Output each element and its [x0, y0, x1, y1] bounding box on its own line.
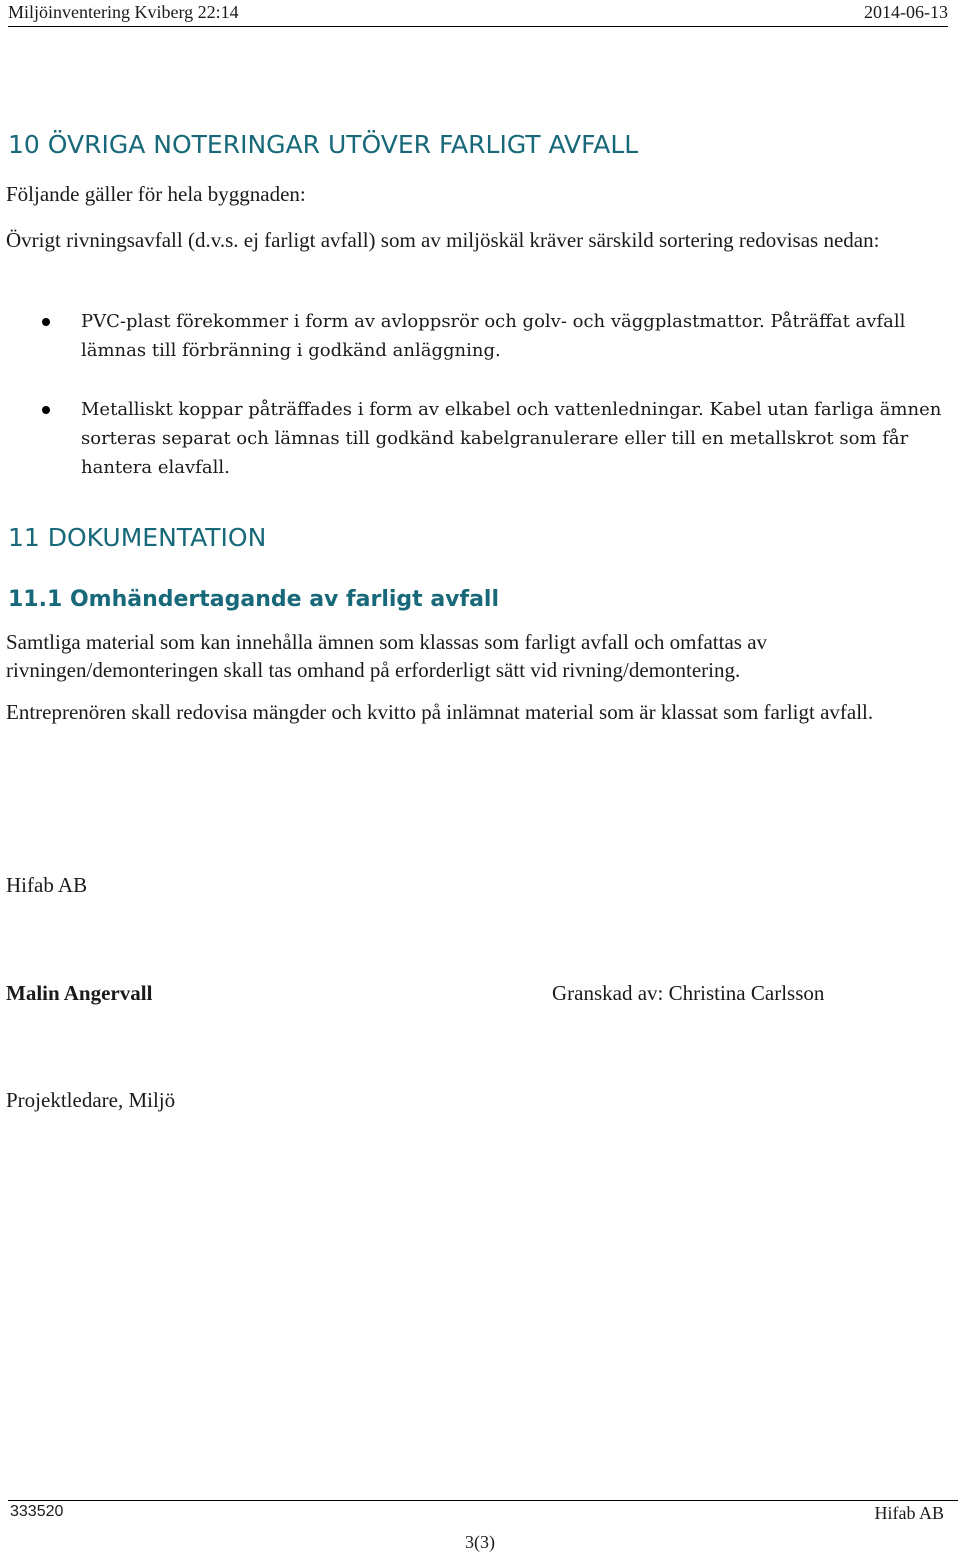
footer-project-number: 333520	[10, 1503, 64, 1520]
section-10-paragraph: Övrigt rivningsavfall (d.v.s. ej farligt avfall) som av miljöskäl kräver särskild sortering redovisas nedan:	[6, 228, 880, 252]
footer-company: Hifab AB	[874, 1503, 944, 1523]
section-10-heading: 10 ÖVRIGA NOTERINGAR UTÖVER FARLIGT AVFALL	[8, 130, 639, 159]
signature-reviewer: Granskad av: Christina Carlsson	[552, 981, 825, 1005]
section-10-bullet-list	[0, 307, 950, 482]
list-item	[0, 395, 950, 482]
section-11-paragraph-1: Samtliga material som kan innehålla ämnen som klassas som farligt avfall och omfattas av rivningen/demonteringen skall tas omhand på erforderligt sätt vid rivning/demontering.	[6, 630, 768, 682]
section-11-1-heading: 11.1 Omhändertagande av farligt avfall	[8, 587, 500, 612]
list-item-text: Metalliskt koppar påträffades i form av elkabel och vattenledningar. Kabel utan farliga ämnen sorteras separat och lämnas till godkänd kabelgranulerare eller till en metallskrot som får hantera elavfall.	[81, 399, 942, 478]
bullet-icon	[42, 318, 50, 326]
signature-role: Projektledare, Miljö	[6, 1088, 176, 1112]
bullet-icon	[42, 406, 50, 414]
header-date: 2014-06-13	[864, 2, 948, 22]
section-10-intro: Följande gäller för hela byggnaden:	[6, 182, 306, 206]
section-11-heading: 11 DOKUMENTATION	[8, 523, 267, 552]
header-document-title: Miljöinventering Kviberg 22:14	[8, 2, 239, 22]
list-item-text: PVC-plast förekommer i form av avloppsrör och golv- och väggplastmattor. Påträffat avfall lämnas till förbränning i godkänd anläggning.	[81, 311, 906, 361]
signature-company: Hifab AB	[6, 873, 88, 897]
page-header	[8, 0, 948, 27]
section-11-paragraph-2: Entreprenören skall redovisa mängder och kvitto på inlämnat material som är klassat som farligt avfall.	[6, 700, 874, 724]
list-item	[0, 307, 950, 365]
signature-author: Malin Angervall	[6, 981, 153, 1005]
footer-divider	[8, 1500, 958, 1501]
footer-page-number: 3(3)	[465, 1532, 495, 1552]
